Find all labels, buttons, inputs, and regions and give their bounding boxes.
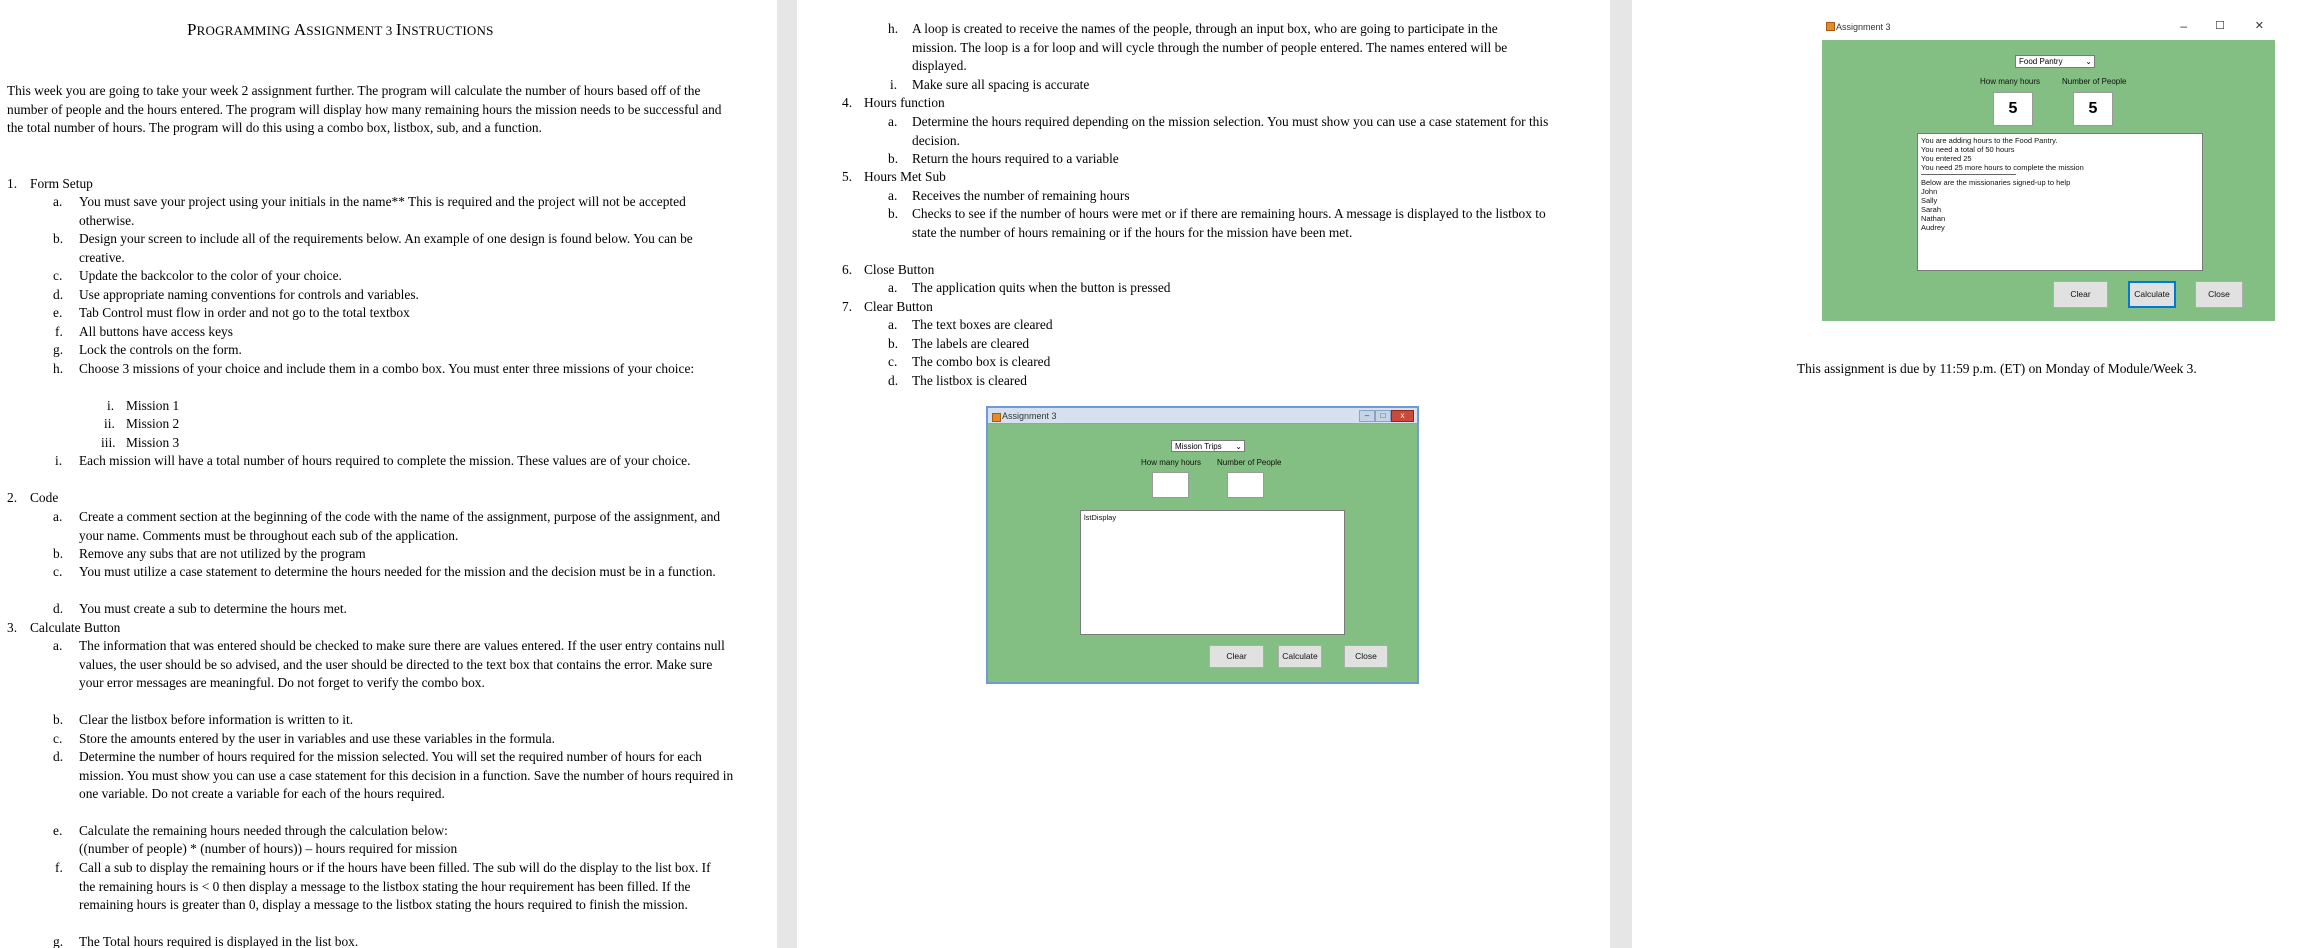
list-item: Return the hours required to a variable xyxy=(912,151,1119,166)
item-letter: b. xyxy=(53,231,64,246)
item-letter: f. xyxy=(55,324,63,339)
section-heading: Clear Button xyxy=(864,299,933,314)
section-number: 5. xyxy=(842,169,853,184)
item-letter: b. xyxy=(53,712,64,727)
people-input[interactable]: 5 xyxy=(2073,92,2113,126)
form-titlebar xyxy=(1822,14,2275,40)
list-item: You are adding hours to the Food Pantry. xyxy=(1921,136,2058,145)
minimize-button[interactable]: – xyxy=(2180,19,2187,33)
form-design-screenshot xyxy=(986,406,1419,684)
item-letter: b. xyxy=(53,546,64,561)
mission-combo-value: Food Pantry xyxy=(2019,57,2063,66)
section-heading: Close Button xyxy=(864,262,935,277)
item-letter: e. xyxy=(53,305,63,320)
hours-input[interactable]: 5 xyxy=(1993,92,2033,126)
list-item: Make sure all spacing is accurate xyxy=(912,77,1090,92)
list-item: Mission 2 xyxy=(126,416,180,431)
section-number: 3. xyxy=(7,620,18,635)
title-part: I xyxy=(395,20,402,39)
item-letter: c. xyxy=(53,268,63,283)
item-letter: f. xyxy=(55,860,63,875)
item-letter: a. xyxy=(888,280,898,295)
item-roman: ii. xyxy=(104,416,115,431)
item-letter: a. xyxy=(888,317,898,332)
list-item: Below are the missionaries signed-up to help xyxy=(1921,178,2071,187)
list-item: Receives the number of remaining hours xyxy=(912,188,1130,203)
list-item: Checks to see if the number of hours were met or if there are remaining hours. A message is displayed to the listbox to state the number of hours remaining or if the hours for the mission have been met. xyxy=(912,206,1546,240)
intro-paragraph: This week you are going to take your week 2 assignment further. The program will calculate the number of hours based off of the number of people and the hours entered. The program will display how many remaining hours the mission needs to be successful and the total number of hours. The program will do this using a combo box, listbox, sub, and a function. xyxy=(7,83,722,135)
calculate-button[interactable]: Calculate xyxy=(1278,645,1322,668)
hours-label: How many hours xyxy=(1980,77,2041,86)
section-heading: Form Setup xyxy=(30,176,93,191)
item-letter: c. xyxy=(53,564,63,579)
list-item: Store the amounts entered by the user in variables and use these variables in the formula. xyxy=(79,731,555,746)
list-item: The information that was entered should be checked to make sure there are values entered. If the user entry contains null values, the user should be so advised, and the user should be directed to the text box that contains the error. Make sure your error messages are meaningful. Do not forget to verify the combo box. xyxy=(79,638,725,690)
close-window-button[interactable]: x xyxy=(1391,410,1414,422)
maximize-button[interactable]: ☐ xyxy=(2215,20,2225,32)
section-number: 6. xyxy=(842,262,853,277)
item-letter: b. xyxy=(888,151,899,166)
item-letter: e. xyxy=(53,823,63,838)
section-heading: Hours Met Sub xyxy=(864,169,946,184)
list-item: Create a comment section at the beginning of the code with the name of the assignment, purpose of the assignment, and your name. Comments must be throughout each sub of the application. xyxy=(79,509,721,543)
form-title: Assignment 3 xyxy=(1002,411,1057,421)
item-letter: d. xyxy=(53,287,64,302)
close-button[interactable]: Close xyxy=(2195,281,2243,308)
item-letter: b. xyxy=(888,206,899,221)
list-item: Each mission will have a total number of hours required to complete the mission. These values are of your choice. xyxy=(79,453,691,468)
list-item: Clear the listbox before information is written to it. xyxy=(79,712,354,727)
app-icon xyxy=(992,413,1001,422)
minimize-button[interactable]: – xyxy=(1359,410,1375,422)
list-item: Nathan xyxy=(1921,214,1946,223)
section-heading: Calculate Button xyxy=(30,620,121,635)
list-item: Mission 3 xyxy=(126,435,180,450)
list-item: Use appropriate naming conventions for controls and variables. xyxy=(79,287,419,302)
list-item: Determine the hours required depending on the mission selection. You must show you can use a case statement for this decision. xyxy=(912,114,1549,148)
document-page-1 xyxy=(0,0,777,948)
formula: ((number of people) * (number of hours)) – hours required for mission xyxy=(79,841,458,856)
list-item: Remove any subs that are not utilized by the program xyxy=(79,546,366,561)
people-label: Number of People xyxy=(1217,458,1282,467)
item-letter: a. xyxy=(888,188,898,203)
page-title xyxy=(187,20,494,40)
section-number: 7. xyxy=(842,299,853,314)
list-item: John xyxy=(1921,187,1938,196)
title-part: NSTRUCTIONS xyxy=(401,23,494,38)
maximize-button[interactable]: □ xyxy=(1375,410,1391,422)
section-heading: Hours function xyxy=(864,95,945,110)
clear-button[interactable]: Clear xyxy=(2053,281,2108,308)
title-part: P xyxy=(187,20,197,39)
item-roman: iii. xyxy=(101,435,116,450)
due-date-note: This assignment is due by 11:59 p.m. (ET) on Monday of Module/Week 3. xyxy=(1797,361,2197,376)
section-number: 2. xyxy=(7,490,18,505)
hours-input[interactable] xyxy=(1152,472,1189,498)
list-item: Mission 1 xyxy=(126,398,180,413)
section-heading: Code xyxy=(30,490,59,505)
item-letter: c. xyxy=(53,731,63,746)
list-item: The listbox is cleared xyxy=(912,373,1027,388)
close-window-button[interactable]: ✕ xyxy=(2254,20,2264,32)
list-item: Determine the number of hours required for the mission selected. You will set the required number of hours for each mission. You must show you can use a case statement for this decision in a function. Save the number of hours required in one variable. Do not create a variable for each of the hours required. xyxy=(79,749,734,801)
mission-combo[interactable] xyxy=(1171,440,1245,452)
mission-combo[interactable] xyxy=(2015,55,2095,68)
title-part: SSIGNMENT 3 xyxy=(306,23,396,38)
list-item: Call a sub to display the remaining hours or if the hours have been filled. The sub will do the display to the list box. If the remaining hours is < 0 then display a message to the listbox stating the hour requirement has been filled. If the remaining hours is greater than 0, display a message to the listbox stating the hours required to finish the mission. xyxy=(79,860,711,912)
chevron-down-icon: ⌄ xyxy=(1235,442,1242,451)
title-part: ROGRAMMING xyxy=(196,23,294,38)
display-listbox[interactable] xyxy=(1917,133,2203,271)
form-runtime-screenshot xyxy=(1822,14,2275,321)
list-item: The text boxes are cleared xyxy=(912,317,1053,332)
app-icon xyxy=(1826,22,1835,31)
item-letter: d. xyxy=(53,601,64,616)
mission-combo-value: Mission Trips xyxy=(1175,442,1222,451)
list-item: The Total hours required is displayed in the list box. xyxy=(79,934,359,948)
item-letter: a. xyxy=(53,194,63,209)
list-item: The labels are cleared xyxy=(912,336,1030,351)
divider xyxy=(1921,174,2016,175)
list-item: All buttons have access keys xyxy=(79,324,233,339)
hours-label: How many hours xyxy=(1141,458,1202,467)
item-letter: d. xyxy=(888,373,899,388)
item-letter: d. xyxy=(53,749,64,764)
people-label: Number of People xyxy=(2062,77,2127,86)
clear-button[interactable]: Clear xyxy=(1209,645,1264,668)
item-letter: i. xyxy=(890,77,898,92)
listbox-name: lstDisplay xyxy=(1084,513,1117,522)
list-item: Update the backcolor to the color of your choice. xyxy=(79,268,342,283)
calculate-button[interactable]: Calculate xyxy=(2128,281,2176,308)
form-title: Assignment 3 xyxy=(1836,22,1891,32)
item-letter: b. xyxy=(888,336,899,351)
list-item: Design your screen to include all of the requirements below. An example of one design is found below. You can be creative. xyxy=(79,231,693,265)
section-number: 1. xyxy=(7,176,18,191)
item-letter: c. xyxy=(888,354,898,369)
list-item: Sally xyxy=(1921,196,1938,205)
list-item: You need a total of 50 hours xyxy=(1921,145,2015,154)
item-letter: g. xyxy=(53,342,64,357)
item-letter: a. xyxy=(53,638,63,653)
list-item: Tab Control must flow in order and not go to the total textbox xyxy=(79,305,410,320)
list-item: You need 25 more hours to complete the mission xyxy=(1921,163,2084,172)
list-item: You entered 25 xyxy=(1921,154,1972,163)
chevron-down-icon: ⌄ xyxy=(2085,57,2092,66)
document-page-3 xyxy=(1632,0,2320,948)
list-item: Choose 3 missions of your choice and include them in a combo box. You must enter three missions of your choice: xyxy=(79,361,695,376)
list-item: Calculate the remaining hours needed through the calculation below: xyxy=(79,823,448,838)
item-letter: h. xyxy=(53,361,64,376)
item-letter: a. xyxy=(53,509,63,524)
item-letter: i. xyxy=(55,453,63,468)
list-item: A loop is created to receive the names of the people, through an input box, who are going to participate in the mission. The loop is a for loop and will cycle through the number of people entered. The names entered will be displayed. xyxy=(912,21,1508,73)
close-button[interactable]: Close xyxy=(1344,645,1388,668)
item-letter: h. xyxy=(888,21,899,36)
item-letter: a. xyxy=(888,114,898,129)
list-item: You must create a sub to determine the hours met. xyxy=(79,601,347,616)
item-letter: g. xyxy=(53,934,64,948)
list-item: You must save your project using your initials in the name** This is required and the project will not be accepted otherwise. xyxy=(79,194,686,228)
title-part: A xyxy=(293,20,307,39)
list-item: Sarah xyxy=(1921,205,1942,214)
list-item: Lock the controls on the form. xyxy=(79,342,242,357)
item-roman: i. xyxy=(107,398,115,413)
list-item: Audrey xyxy=(1921,223,1945,232)
form-titlebar xyxy=(988,408,1417,424)
document-page-2 xyxy=(797,0,1610,948)
list-item: The application quits when the button is pressed xyxy=(912,280,1171,295)
section-number: 4. xyxy=(842,95,853,110)
display-listbox[interactable] xyxy=(1080,510,1345,635)
list-item: You must utilize a case statement to determine the hours needed for the mission and the decision must be in a function. xyxy=(79,564,716,579)
people-input[interactable] xyxy=(1227,472,1264,498)
list-item: The combo box is cleared xyxy=(912,354,1051,369)
